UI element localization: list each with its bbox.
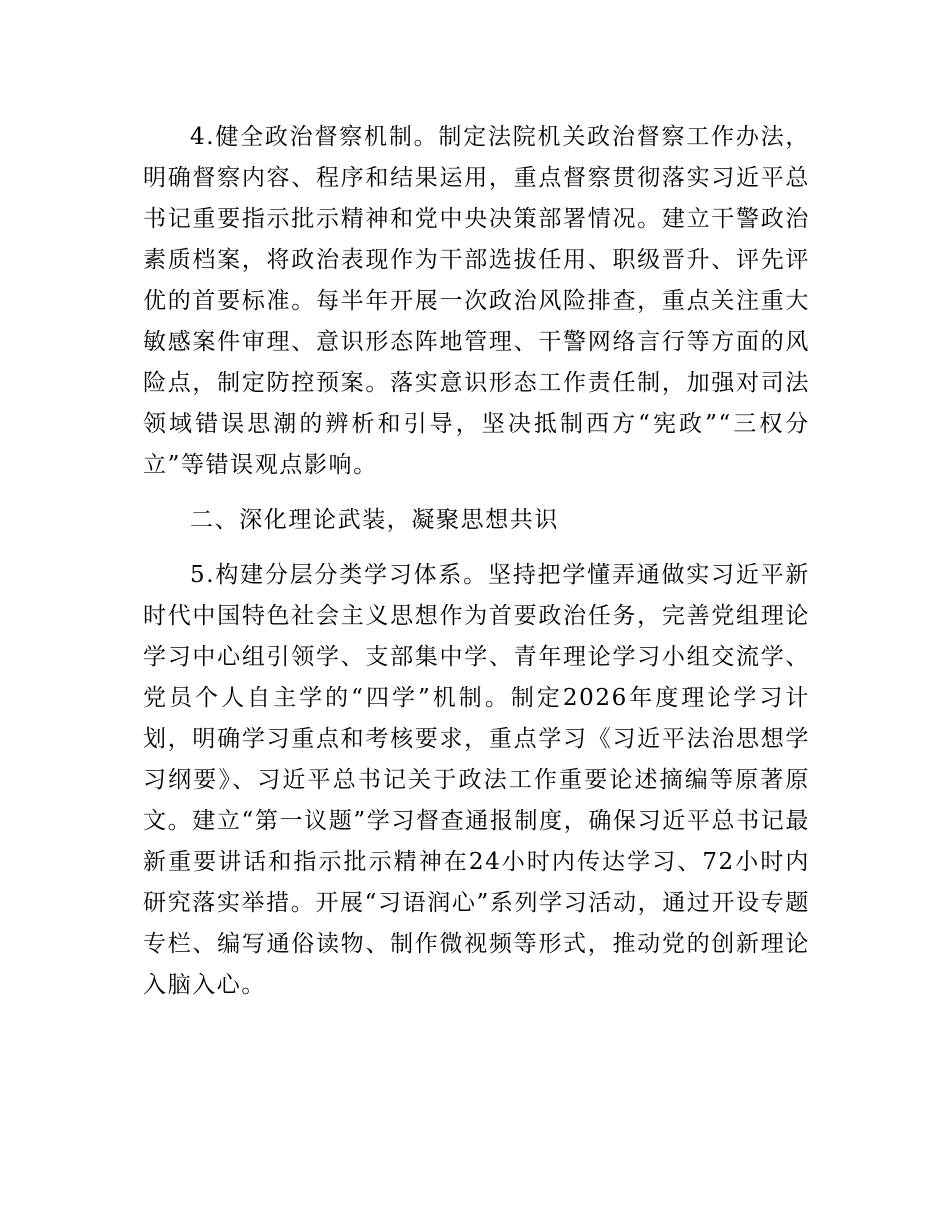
document-page xyxy=(143,117,810,1006)
paragraph-political-supervision: 4.健全政治督察机制。制定法院机关政治督察工作办法，明确督察内容、程序和结果运用，重点督察贯彻落实习近平总书记重要指示批示精神和党中央决策部署情况。建立干警政治素质档案，将政治表现作为干部选拔任用、职级晋升、评先评优的首要标准。每半年开展一次政治风险排查，重点关注重大敏感案件审理、意识形态阵地管理、干警网络言行等方面的风险点，制定防控预案。落实意识形态工作责任制，加强对司法领域错误思潮的辨析和引导，坚决抵制西方“宪政”“三权分立”等错误观点影响。 xyxy=(143,124,810,478)
section-heading-theory: 二、深化理论武装，凝聚思想共识 xyxy=(190,507,559,533)
paragraph-learning-system: 5.构建分层分类学习体系。坚持把学懂弄通做实习近平新时代中国特色社会主义思想作为首要政治任务，完善党组理论学习中心组引领学、支部集中学、青年理论学习小组交流学、党员个人自主学的“四学”机制。制定2026年度理论学习计划，明确学习重点和考核要求，重点学习《习近平法治思想学习纲要》、习近平总书记关于政法工作重要论述摘编等原著原文。建立“第一议题”学习督查通报制度，确保习近平总书记最新重要讲话和指示批示精神在24小时内传达学习、72小时内研究落实举措。开展“习语润心”系列学习活动，通过开设专题专栏、编写通俗读物、制作微视频等形式，推动党的创新理论入脑入心。 xyxy=(143,562,810,998)
